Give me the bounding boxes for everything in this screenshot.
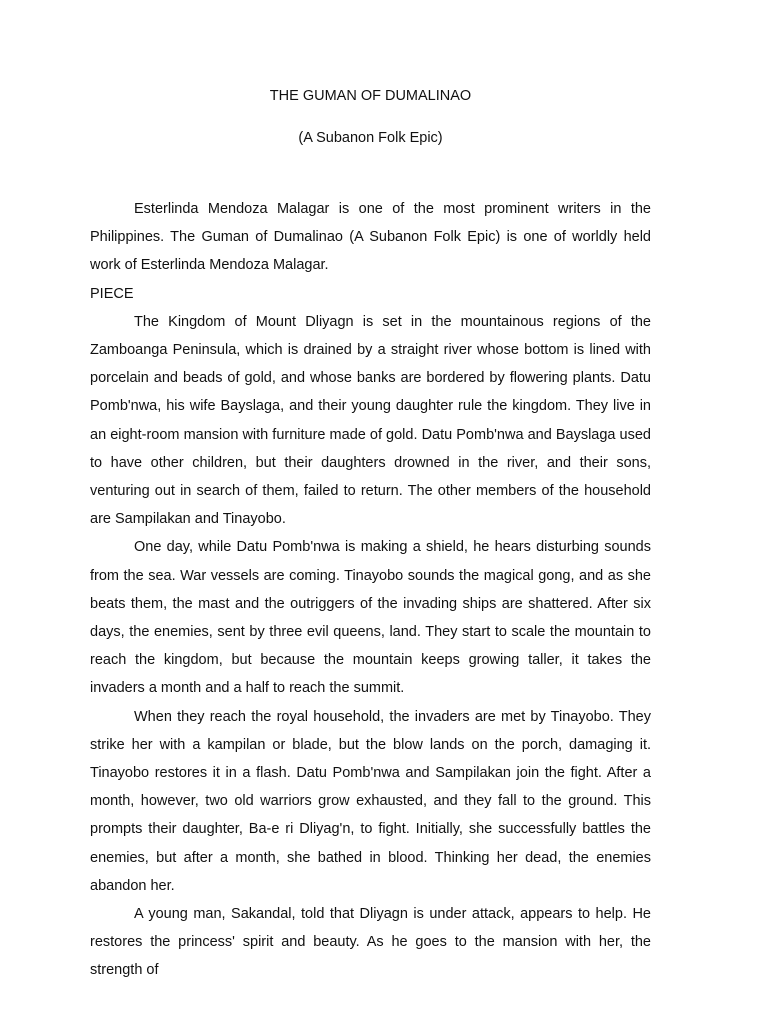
paragraph-invasion: One day, while Datu Pomb'nwa is making a shield, he hears disturbing sounds from the sea. War vessels are coming. Tinayobo sounds the magical gong, and as she beats them, the mast and the outriggers of the invading ships are shattered. After six days, the enemies, sent by three evil queens, land. They start to scale the mountain to reach the kingdom, but because the mountain keeps growing taller, it takes the invaders a month and a half to reach the summit. xyxy=(90,539,651,697)
paragraph-intro: Esterlinda Mendoza Malagar is one of the most prominent writers in the Philippines. The Guman of Dumalinao (A Subanon Folk Epic) is one of worldly held work of Esterlinda Mendoza Malagar. xyxy=(90,201,651,274)
document-page xyxy=(90,86,651,985)
document-subtitle: (A Subanon Folk Epic) xyxy=(298,130,443,146)
document-body xyxy=(90,195,651,985)
section-heading-piece: PIECE xyxy=(90,285,134,302)
paragraph-kingdom: The Kingdom of Mount Dliyagn is set in the mountainous regions of the Zamboanga Peninsula, which is drained by a straight river whose bottom is lined with porcelain and beads of gold, and whose banks are bordered by flowering plants. Datu Pomb'nwa, his wife Bayslaga, and their young daughter rule the kingdom. They live in an eight-room mansion with furniture made of gold. Datu Pomb'nwa and Bayslaga used to have other children, but their daughters drowned in the river, and their sons, venturing out in search of them, failed to return. The other members of the household are Sampilakan and Tinayobo. xyxy=(90,313,651,528)
document-title: THE GUMAN OF DUMALINAO xyxy=(269,88,472,104)
paragraph-battle: When they reach the royal household, the invaders are met by Tinayobo. They strike her with a kampilan or blade, but the blow lands on the porch, damaging it. Tinayobo restores it in a flash. Datu Pomb'nwa and Sampilakan join the fight. After a month, however, two old warriors grow exhausted, and they fall to the ground. This prompts their daughter, Ba-e ri Dliyag'n, to fight. Initially, she successfully battles the enemies, but after a month, she bathed in blood. Thinking her dead, the enemies abandon her. xyxy=(90,708,651,894)
paragraph-sakandal: A young man, Sakandal, told that Dliyagn is under attack, appears to help. He restores the princess' spirit and beauty. As he goes to the mansion with her, the strength of xyxy=(90,906,651,979)
